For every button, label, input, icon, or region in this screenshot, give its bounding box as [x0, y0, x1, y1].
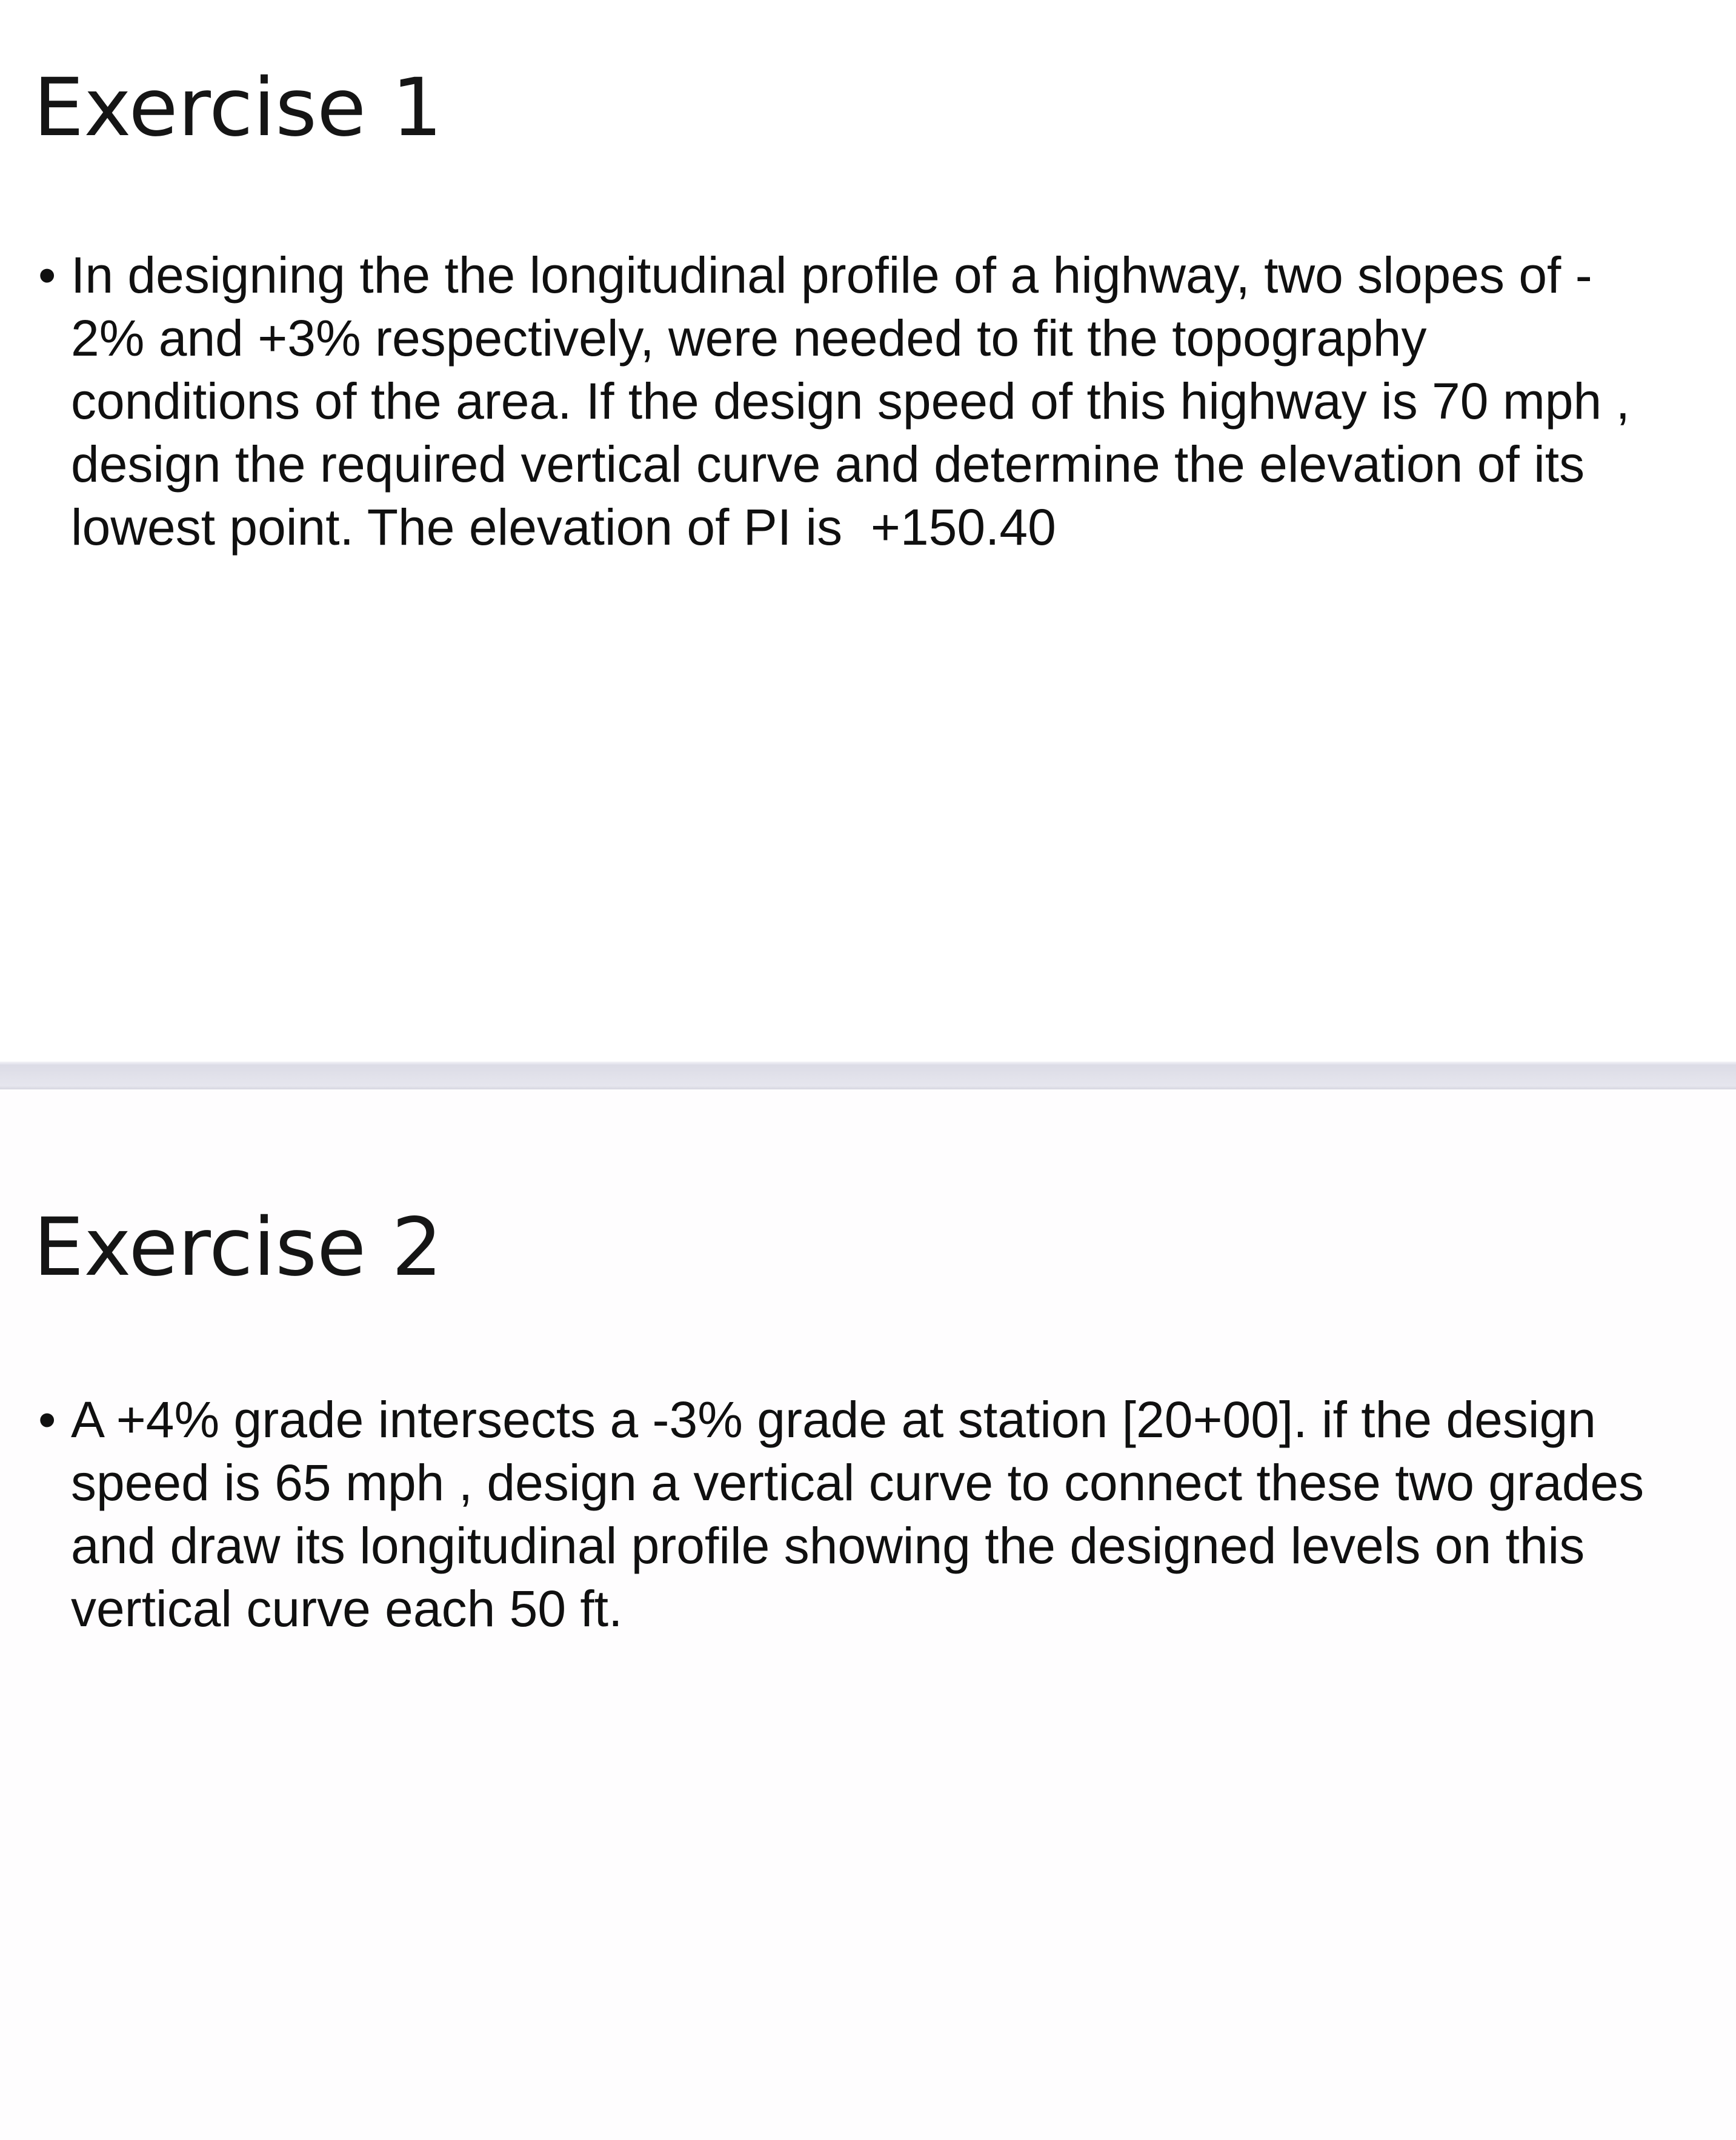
- bullet-dot-icon: •: [38, 247, 56, 304]
- bullet-text-line: speed is 65 mph , design a vertical curve to connect these two grades: [71, 1454, 1645, 1511]
- bullet-text-line: A +4% grade intersects a -3% grade at station [20+00]. if the design: [71, 1391, 1596, 1448]
- slide-exercise-1: [0, 0, 1736, 1062]
- bullet-dot-icon: •: [38, 1391, 56, 1448]
- bullet-item: [33, 244, 1718, 559]
- slide-title: Exercise 1: [33, 61, 443, 155]
- bullet-text-line: 2% and +3% respectively, were needed to fit the topography: [71, 310, 1427, 367]
- bullet-text-line: vertical curve each 50 ft.: [71, 1580, 623, 1637]
- bullet-text-line: conditions of the area. If the design speed of this highway is 70 mph ,: [71, 373, 1630, 430]
- bullet-text-line: In designing the the longitudinal profile of a highway, two slopes of -: [71, 247, 1592, 304]
- bullet-text-line: design the required vertical curve and determine the elevation of its: [71, 436, 1585, 493]
- bullet-text-line: and draw its longitudinal profile showing the designed levels on this: [71, 1517, 1585, 1574]
- slide-exercise-2: [0, 1089, 1736, 2140]
- bullet-list: [33, 244, 1718, 559]
- bullet-text-line: lowest point. The elevation of PI is +150.40: [71, 499, 1056, 556]
- slide-divider: [0, 1062, 1736, 1089]
- bullet-list: [33, 1388, 1718, 1640]
- slide-title: Exercise 2: [33, 1201, 443, 1294]
- bullet-item: [33, 1388, 1718, 1640]
